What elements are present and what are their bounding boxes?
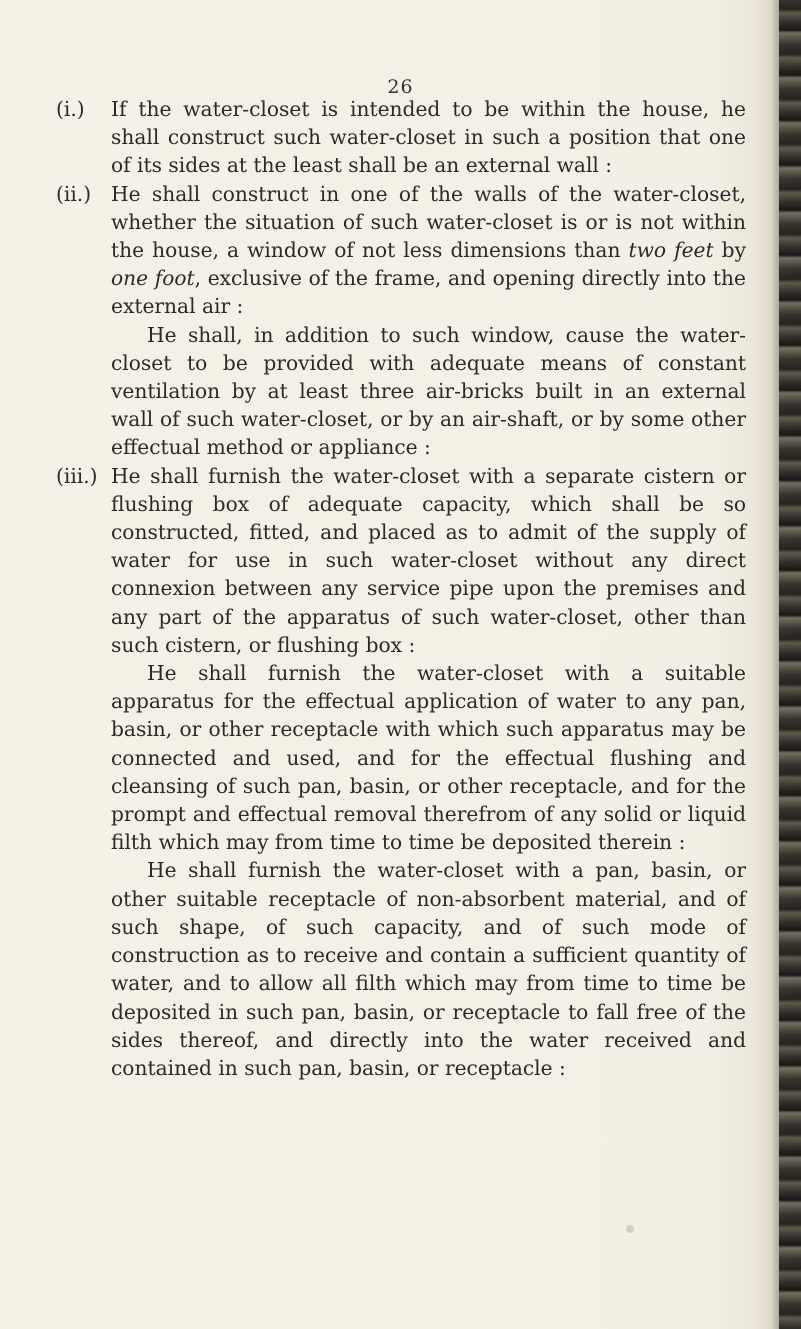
paragraph-receptacle	[56, 856, 746, 1082]
book-binding	[779, 0, 801, 1329]
paragraph-ventilation	[56, 321, 746, 462]
clause-number: (ii.)	[56, 181, 92, 206]
document-body	[56, 95, 746, 1082]
italic-dimension: one foot	[111, 266, 195, 291]
paragraph-text: He shall furnish the water-closet with a suitable apparatus for the effectual application of water to any pan, basin, or other receptacle with which such apparatus may be connected and used, and for the effectual flushing and cleansing of such pan, basin, or other receptacle, and for the prompt and effectual removal therefrom of any solid or liquid filth which may from time to time be deposited therein :	[111, 661, 746, 855]
clause-i	[56, 95, 746, 180]
clause-text-part: by	[721, 238, 746, 263]
paragraph-text: He shall furnish the water-closet with a pan, basin, or other suitable receptacle of non-absorbent material, and of such shape, of such capacity, and of such mode of construction as to receive and contain a sufficient quantity of water, and to allow all filth which may from time to time be deposited in such pan, basin, or receptacle to fall free of the sides thereof, and directly into the water received and contained in such pan, basin, or receptacle :	[111, 858, 746, 1080]
paper-stain	[626, 1225, 634, 1233]
clause-number: (i.)	[56, 97, 85, 121]
clause-number: (iii.)	[56, 463, 98, 488]
clause-ii	[56, 180, 746, 321]
clause-text	[111, 180, 746, 321]
paragraph-text: He shall, in addition to such window, cause the water-closet to be provided with adequate means of constant ventilation by at least three air-bricks built in an external wall of such water-closet, or by an air-shaft, or by some other effectual method or appliance :	[111, 322, 746, 460]
clause-text: He shall furnish the water-closet with a separate cistern or flushing box of adequate capacity, which shall be so constructed, fitted, and placed as to admit of the supply of water for use in such water-closet without any direct connexion between any service pipe upon the premises and any part of the apparatus of such water-closet, other than such cistern, or flushing box :	[111, 463, 746, 657]
clause-text: If the water-closet is intended to be within the house, he shall construct such water-closet in such a position that one of its sides at the least shall be an external wall :	[111, 97, 746, 178]
page-number: 26	[387, 76, 414, 98]
clause-text-part: , exclusive of the frame, and opening directly into the external air :	[111, 266, 746, 319]
clause-iii	[56, 462, 746, 659]
italic-dimension: two feet	[628, 238, 714, 263]
binding-shadow	[771, 0, 779, 1329]
clause-text-part: He shall construct in one of the walls of the water-closet, whether the situation of such water-closet is or is not within the house, a window of not less dimensions than	[111, 181, 746, 263]
paragraph-apparatus	[56, 659, 746, 856]
